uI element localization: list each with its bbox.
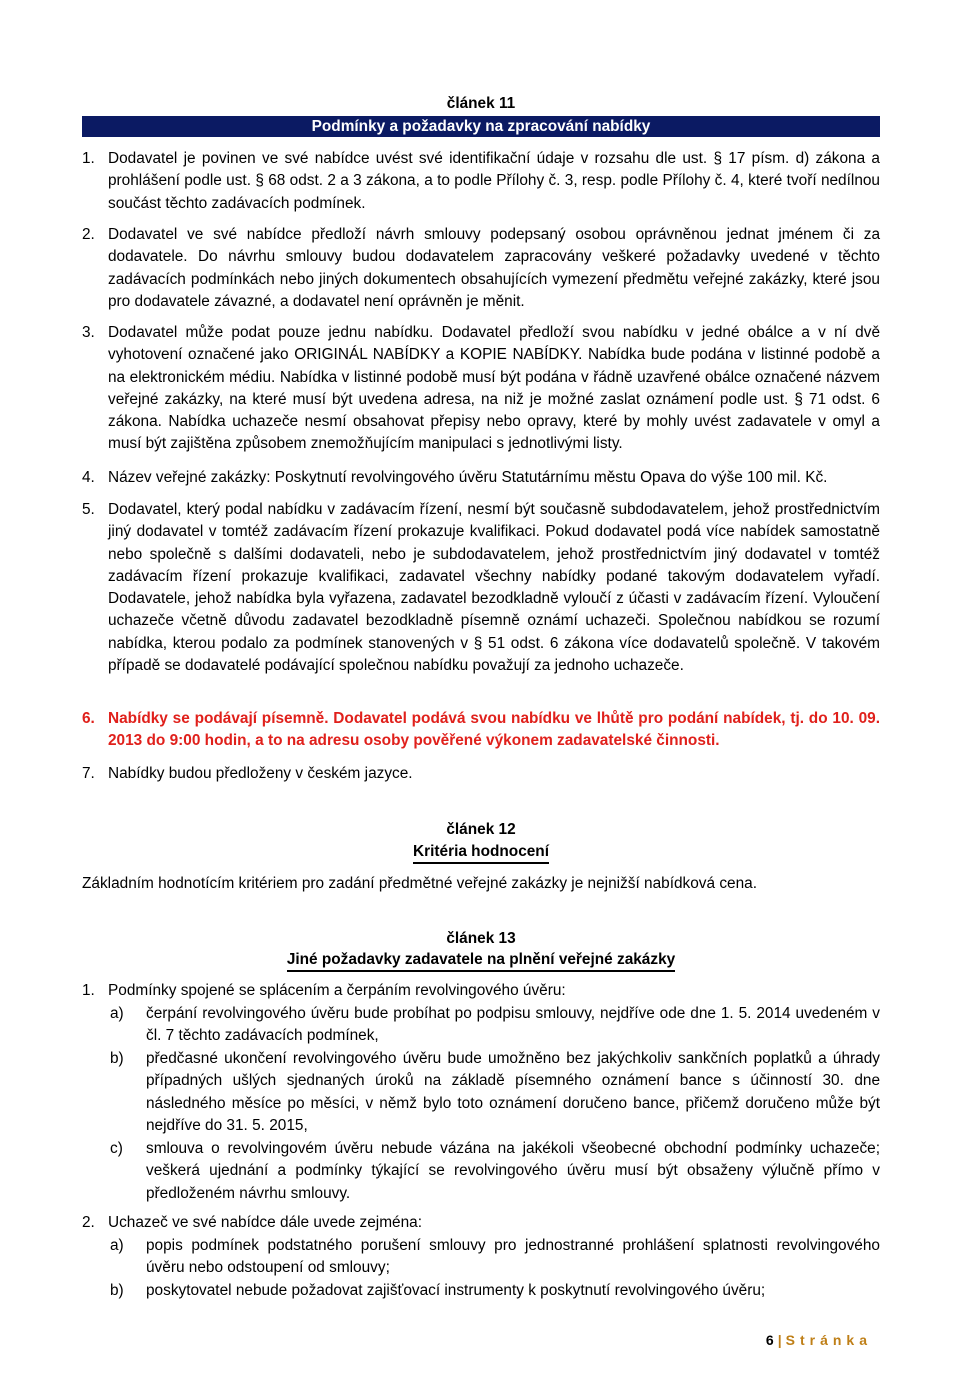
item-number: 6. [82, 710, 95, 727]
item-number: 2. [82, 1214, 95, 1231]
item-text: Název veřejné zakázky: Poskytnutí revolvingového úvěru Statutárnímu městu Opava do výše 100 mil. Kč. [108, 469, 828, 486]
sub-text: poskytovatel nebude požadovat zajišťovací instrumenty k poskytnutí revolvingového úvěru; [146, 1282, 766, 1299]
art13-item-1-sub-c [110, 1138, 880, 1205]
art11-item-4 [82, 467, 880, 489]
item-number: 1. [82, 982, 95, 999]
art13-item-2-sub-a [110, 1235, 880, 1280]
art11-item-2 [82, 224, 880, 313]
art11-item-6 [82, 708, 880, 753]
page-word: Stránka [785, 1332, 872, 1348]
art11-item-3 [82, 322, 880, 456]
art13-item-2 [82, 1212, 880, 1234]
art13-item-1-sub-a [110, 1003, 880, 1048]
sub-label: a) [110, 1237, 124, 1254]
page-number: 6 [765, 1332, 774, 1348]
sub-label: b) [110, 1282, 124, 1299]
article-13-heading-wrap [82, 949, 880, 972]
art11-item-1 [82, 148, 880, 215]
art13-item-1-sub-b [110, 1048, 880, 1137]
item-text: Nabídky se podávají písemně. Dodavatel podává svou nabídku ve lhůtě pro podání nabídek, tj. do 10. 09. 2013 do 9:00 hodin, a to na adresu osoby pověřené výkonem zadavatelské činnosti. [108, 710, 880, 750]
art11-item-5 [82, 499, 880, 677]
sub-label: a) [110, 1005, 124, 1022]
sub-text: smlouva o revolvingovém úvěru nebude vázána na jakékoli všeobecné obchodní podmínky uchazeče; veškerá ujednání a podmínky týkající se revolvingového úvěru musí být obsaženy výlučně přímo v předloženém návrhu smlouvy. [146, 1140, 880, 1202]
item-text: Nabídky budou předloženy v českém jazyce. [108, 765, 413, 782]
article-11-title: článek 11 [446, 95, 516, 112]
item-number: 5. [82, 501, 95, 518]
art13-item-2-sub-b [110, 1280, 880, 1302]
article-13-title: článek 13 [446, 930, 516, 947]
sub-text: popis podmínek podstatného porušení smlouvy pro jednostranné prohlášení splatnosti revolvingového úvěru nebo odstoupení od smlouvy; [146, 1237, 880, 1277]
art13-item-1 [82, 980, 880, 1002]
item-text: Podmínky spojené se splácením a čerpáním revolvingového úvěru: [108, 982, 566, 999]
item-number: 1. [82, 150, 95, 167]
item-text: Uchazeč ve své nabídce dále uvede zejména: [108, 1214, 422, 1231]
footer-separator: | [777, 1332, 782, 1348]
item-number: 3. [82, 324, 95, 341]
item-text: Dodavatel ve své nabídce předloží návrh smlouvy podepsaný osobou oprávněnou jednat jménem či za dodavatele. Do návrhu smlouvy budou dodavatelem zapracovány veškeré požadavky uvedené v těchto zadávacích podmínkách nebo jiných dokumentech obsahujících vymezení předmětu veřejné zakázky, které jsou pro dodavatele závazné, a dodavatel není oprávněn je měnit. [108, 226, 880, 310]
article-12-text: Základním hodnotícím kritériem pro zadání předmětné veřejné zakázky je nejnižší nabídková cena. [82, 875, 757, 892]
article-12-heading: Kritéria hodnocení [413, 842, 549, 864]
item-text: Dodavatel je povinen ve své nabídce uvést své identifikační údaje v rozsahu dle ust. § 17 písm. d) zákona a prohlášení podle ust. § 68 odst. 2 a 3 zákona, a to podle Přílohy č. 3, resp. podle Přílohy č. 4, které tvoří nedílnou součást těchto zadávacích podmínek. [108, 150, 880, 212]
item-text: Dodavatel může podat pouze jednu nabídku. Dodavatel předloží svou nabídku v jedné obálce a v ní dvě vyhotovení označené jako ORIGINÁL NABÍDKY a KOPIE NABÍDKY. Nabídka bude podána v listinné podobě a na elektronickém médiu. Nabídka v listinné podobě musí být podána v řádně uzavřené obálce označené názvem veřejné zakázky, na které musí být uvedena adresa, na niž je možné zaslat oznámení podle ust. § 71 odst. 6 zákona. Nabídka uchazeče nesmí obsahovat přepisy nebo opravy, které by mohly uvést zadavatele v omyl a musí být zajištěna způsobem znemožňujícím manipulaci s jednotlivými listy. [108, 324, 880, 453]
sub-text: předčasné ukončení revolvingového úvěru bude umožněno bez jakýchkoliv sankčních poplatků a úhrady případných ušlých sjednaných úroků na základě písemného oznámení bance s účinností 30. dne následného měsíce po měsíci, v němž bylo toto oznámení doručeno bance, přičemž doručeno může být nejdříve do 31. 5. 2015, [146, 1050, 880, 1134]
article-12-heading-wrap [82, 841, 880, 864]
item-number: 2. [82, 226, 95, 243]
item-number: 4. [82, 469, 95, 486]
article-11-heading-bar: Podmínky a požadavky na zpracování nabídky [82, 116, 880, 137]
sub-text: čerpání revolvingového úvěru bude probíhat po podpisu smlouvy, nejdříve ode dne 1. 5. 2014 uvedeném v čl. 7 těchto zadávacích podmínek, [146, 1005, 880, 1045]
item-number: 7. [82, 765, 95, 782]
item-text: Dodavatel, který podal nabídku v zadávacím řízení, nesmí být současně subdodavatelem, jehož prostřednictvím jiný dodavatel v tomtéž zadávacím řízení prokazuje kvalifikaci. Pokud dodavatel podá více nabídek samostatně nebo společně s dalšími dodavateli, nebo je subdodavatelem, jehož prostřednictvím jiný dodavatel v tomtéž zadávacím řízení prokazuje kvalifikaci, zadavatel všechny nabídky podané takovým dodavatelem vyřadí. Dodavatele, jehož nabídka byla vyřazena, zadavatel bezodkladně vyloučí z účasti v zadávacím řízení. Vyloučení uchazeče včetně důvodu zadavatel bezodkladně písemně oznámí uchazeči. Společnou nabídkou se rozumí nabídka, kterou podalo za podmínek stanovených v § 51 odst. 6 zákona více dodavatelů společně. V takovém případě se dodavatelé podávající společnou nabídku považují za jednoho uchazeče. [108, 501, 880, 675]
article-13-heading: Jiné požadavky zadavatele na plnění veřejné zakázky [287, 950, 675, 972]
article-12-title: článek 12 [446, 821, 516, 838]
art11-item-7 [82, 763, 880, 785]
page-footer [766, 1329, 872, 1351]
sub-label: b) [110, 1050, 124, 1067]
sub-label: c) [110, 1140, 123, 1157]
